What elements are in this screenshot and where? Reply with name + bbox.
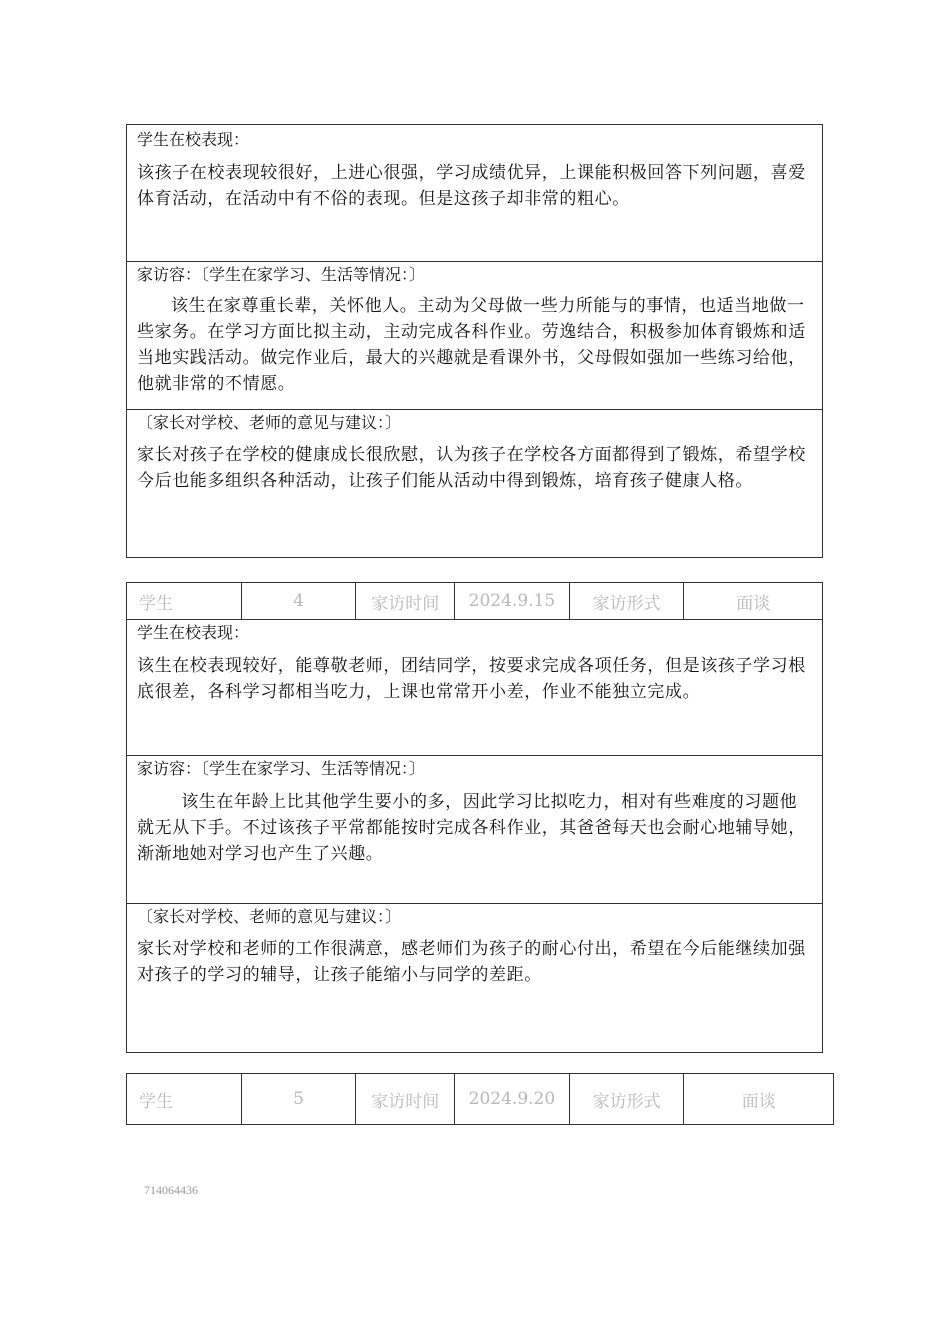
parent-feedback-section <box>127 409 822 557</box>
parent-feedback-label: 〔家长对学校、老师的意见与建议：〕 <box>137 413 402 432</box>
home-visit-section <box>127 261 822 409</box>
visit-record-top <box>126 124 823 558</box>
school-performance-text: 该孩子在校表现较很好，上进心很强，学习成绩优异，上课能积极回答下列问题，喜爱体育活动，在活动中有不俗的表现。但是这孩子却非常的粗心。 <box>137 163 806 209</box>
parent-feedback-label: 〔家长对学校、老师的意见与建议：〕 <box>137 907 402 926</box>
school-performance-text: 该生在校表现较好，能尊敬老师，团结同学，按要求完成各项任务，但是该孩子学习根底很差，各科学习都相当吃力，上课也常常开小差，作业不能独立完成。 <box>137 656 806 702</box>
student-label-cell: 学生 <box>127 1074 242 1124</box>
visit-time-value-cell: 2024.9.20 <box>455 1074 570 1124</box>
parent-feedback-section <box>127 903 822 1051</box>
record-4-header-row <box>126 582 823 620</box>
record-5-header-row <box>126 1073 834 1125</box>
visit-form-value-cell: 面谈 <box>736 593 771 614</box>
visit-form-label-cell: 家访形式 <box>570 583 685 619</box>
visit-record-4 <box>126 619 823 1053</box>
school-performance-section <box>127 619 822 755</box>
student-label-cell: 学生 <box>127 583 242 619</box>
school-performance-section <box>127 125 822 261</box>
school-performance-label: 学生在校表现： <box>137 130 250 149</box>
parent-feedback-text: 家长对孩子在学校的健康成长很欣慰，认为孩子在学校各方面都得到了锻炼，希望学校今后也能多组织各种活动，让孩子们能从活动中得到锻炼，培育孩子健康人格。 <box>137 445 806 491</box>
home-visit-text: 该生在年龄上比其他学生要小的多，因此学习比拟吃力，相对有些难度的习题他就无从下手。不过该孩子平常都能按时完成各科作业，其爸爸每天也会耐心地辅导她，渐渐地她对学习也产生了兴趣。 <box>137 792 806 864</box>
student-number-cell: 5 <box>242 1074 357 1124</box>
visit-time-label-cell: 家访时间 <box>356 1074 455 1124</box>
visit-form-value-cell: 面谈 <box>741 1091 776 1112</box>
visit-time-label-cell: 家访时间 <box>356 583 455 619</box>
student-number-cell: 4 <box>242 583 357 619</box>
parent-feedback-text: 家长对学校和老师的工作很满意，感老师们为孩子的耐心付出，希望在今后能继续加强对孩子的学习的辅导，让孩子能缩小与同学的差距。 <box>137 939 806 985</box>
home-visit-label: 家访容：〔学生在家学习、生活等情况：〕 <box>137 265 426 284</box>
visit-time-value-cell: 2024.9.15 <box>455 583 570 619</box>
home-visit-section <box>127 755 822 903</box>
home-visit-text: 该生在家尊重长辈，关怀他人。主动为父母做一些力所能与的事情，也适当地做一些家务。在学习方面比拟主动，主动完成各科作业。劳逸结合，积极参加体育锻炼和适当地实践活动。做完作业后，最大的兴趣就是看课外书，父母假如强加一些练习给他，他就非常的不情愿。 <box>137 296 806 394</box>
visit-form-label-cell: 家访形式 <box>570 1074 685 1124</box>
document-id: 714064436 <box>144 1183 198 1197</box>
home-visit-label: 家访容：〔学生在家学习、生活等情况：〕 <box>137 759 426 778</box>
school-performance-label: 学生在校表现： <box>137 623 250 642</box>
